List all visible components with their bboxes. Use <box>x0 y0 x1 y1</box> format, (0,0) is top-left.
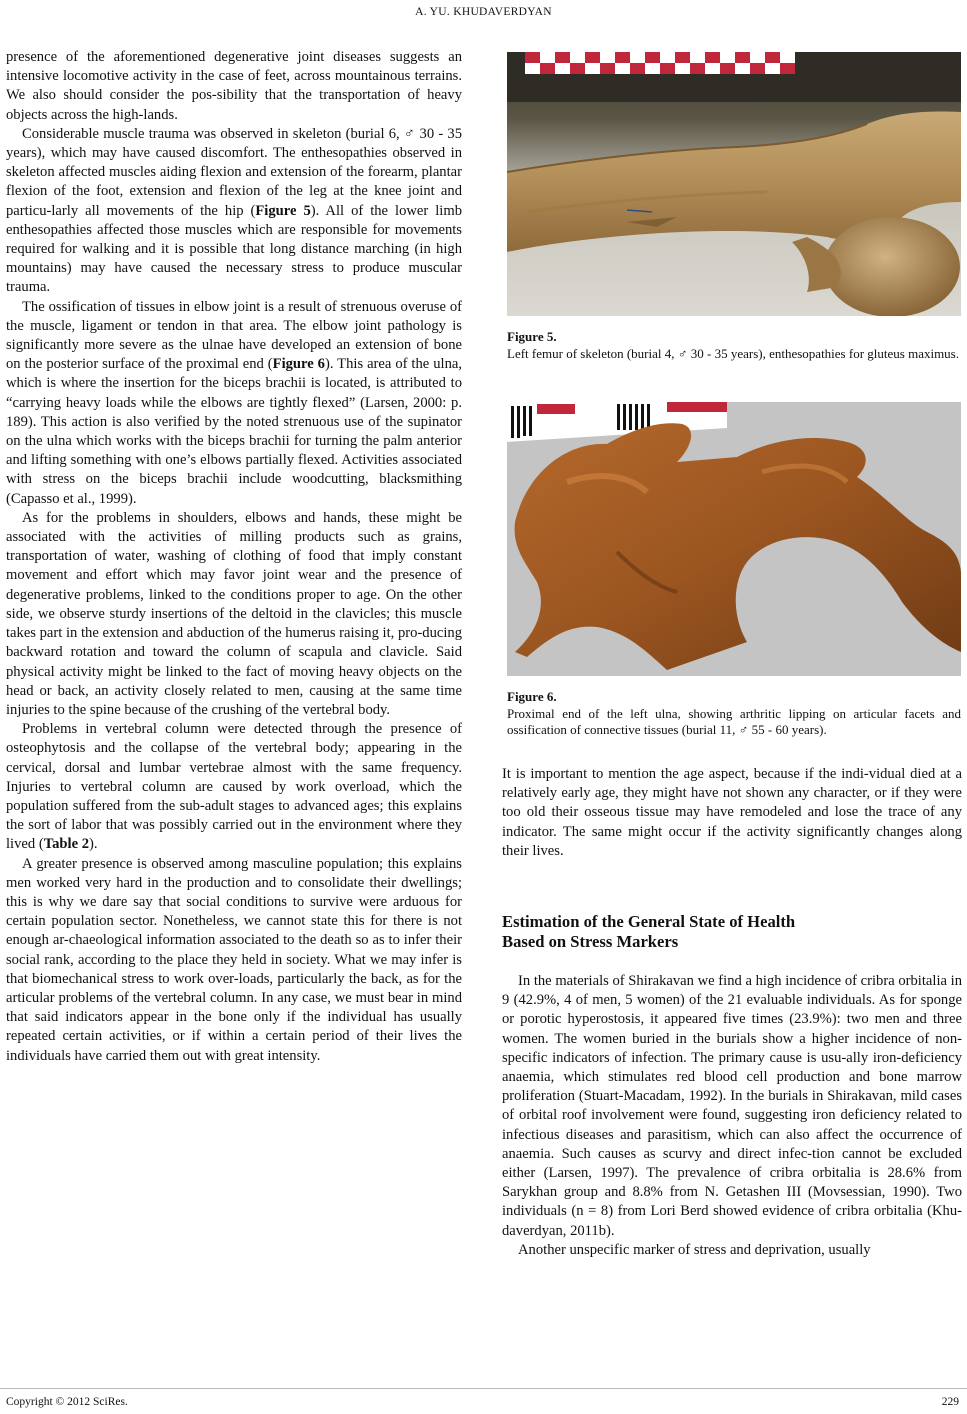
paragraph: Problems in vertebral column were detected through the presence of osteophytosis and the collapse of the vertebral body; appearing in the cervical, dorsal and lumbar vertebrae almost with the same frequency. Injuries to vertebral column are caused by work overload, which the population suffered from the sub-adult stages to advanced ages; this explains the sort of labor that was possibly carried out in the environment where they lived (Table 2). <box>6 721 462 853</box>
paragraph: presence of the aforementioned degenerative joint diseases suggests an intensive locomotive activity in the case of feet, across mountainous terrains. We also should consider the pos-sibility that the transportation of heavy objects across the high-lands. <box>6 49 462 123</box>
figure-6-caption <box>507 689 961 739</box>
copyright: Copyright © 2012 SciRes. <box>6 1396 128 1408</box>
running-head: A. YU. KHUDAVERDYAN <box>415 6 552 18</box>
paragraph: In the materials of Shirakavan we find a high incidence of cribra orbitalia in 9 (42.9%, 4 of men, 5 women) of the 21 evaluable individuals. As for sponge or porotic hyperostosis, it appeared five times (23.9%): two men and three women. The women buried in the burials show a higher incidence of non-specific indicators of infection. The primary cause is usu-ally iron-deficiency anaemia, which stimulates red blood cell production and bone marrow proliferation (Stuart-Macadam, 1992). In the burials in Shirakavan, mild cases of orbital roof involvement were found, suggesting iron deficiency related to infectious diseases and parasitism, which can also affect the occurrence of anaemia. Such causes as scurvy and direct infec-tion cannot be excluded either (Larsen, 1997). The prevalence of cribra orbitalia is 28.6% from Sarykhan group and 8.8% from N. Getashen III (Movsessian, 1990). Two individuals (n = 8) from Lori Berd showed evidence of cribra orbitalia (Khu-daverdyan, 2011b). <box>502 973 962 1239</box>
paragraph: The ossification of tissues in elbow joint is a result of strenuous overuse of the muscle, ligament or tendon in that area. The elbow joint pathology is significantly more severe as the ulnae have developed an extension of bone on the posterior surface of the proximal end (Figure 6). This area of the ulna, which is where the insertion for the biceps brachii is located, is attributed to “carrying heavy loads while the elbows are tightly flexed” (Larsen, 2000: p. 189). This action is also verified by the noted strenuous use of the supinator on the ulna which works with the biceps brachii for turning the palm anterior and lifting something with one’s elbows partially flexed. Activities associated with stress on the biceps brachii include woodcutting, blacksmithing (Capasso et al., 1999). <box>6 298 462 507</box>
figure-ref[interactable]: Figure 5 <box>255 202 311 219</box>
paragraph: It is important to mention the age aspect, because if the indi-vidual died at a relatively early age, they might have not shown any character, or if they were too old their osseous tissue may have remodeled and lose the trace of any indicator. The same might occur if the activity significantly changes along their lives. <box>502 766 962 859</box>
figure-5-caption <box>507 329 961 362</box>
page-number: 229 <box>941 1396 959 1408</box>
left-column <box>6 48 462 1066</box>
paragraph: Another unspecific marker of stress and deprivation, usually <box>518 1241 871 1258</box>
table-ref[interactable]: Table 2 <box>43 836 89 853</box>
figure-6-image <box>507 402 961 676</box>
section-heading: Estimation of the General State of Health Based on Stress Markers <box>502 912 796 951</box>
figure-5-label: Figure 5. <box>507 329 557 344</box>
scale-bar <box>525 52 795 74</box>
figure-5-text: Left femur of skeleton (burial 4, ♂ 30 - 35 years), enthesopathies for gluteus maximus. <box>507 345 959 361</box>
right-column-upper <box>502 765 962 861</box>
paragraph: A greater presence is observed among masculine population; this explains men worked very hard in the production and to consolidate their dwellings; this is why we dare say that social conditions to survive were arduous for certain population sector. Nonetheless, we cannot state this for there is not enough ar-chaeological information associated to the death so as to infer their social rank, according to the place they held in society. What we may infer is that biomechanical stress to work over-loads, particularly the back, as for the articular problems of the vertebral column. In any case, we must bear in mind that said indicators appear in the bone only if the individual has usually repeated certain activities, or if within a certain period of their lives the individuals have carried them out with great intensity. <box>6 855 462 1064</box>
figure-6-label: Figure 6. <box>507 689 557 704</box>
figure-ref[interactable]: Figure 6 <box>272 356 325 373</box>
paragraph: As for the problems in shoulders, elbows and hands, these might be associated with the activities of milling products such as grains, transportation of water, washing of clothing of food that imply constant movement and effort which may favor joint wear and the presence of degenerative problems, linked to the conditions proper to age. On the other side, we observe sturdy insertions of the deltoid in the clavicles; this muscle takes part in the extension and abduction of the humerus raising it, pro-ducing backward rotation and toward the column of scapula and clavicle. Said physical activity might be linked to the fact of moving heavy objects on the head or back, an activity closely related to men, causing at the same time injuries to the spine because of the crushing of the vertebral body. <box>6 509 462 718</box>
figure-6-text: Proximal end of the left ulna, showing arthritic lipping on articular facets and ossification of connective tissues (burial 11, ♂ 55 - 60 years). <box>507 705 961 737</box>
paragraph: Considerable muscle trauma was observed in skeleton (burial 6, ♂ 30 - 35 years), which may have caused discomfort. The enthesopathies observed in skeleton affected muscles aiding flexion and extension of the forearm, plantar flexion of the foot, extension and flexion of the leg at the knee joint and particu-larly all movements of the hip (Figure 5). All of the lower limb enthesopathies affected those muscles which are responsible for movements required for walking and it is possible that long distance marching (in high mountains) may have caused the necessary stress to produce muscular trauma. <box>6 125 462 296</box>
footer-rule <box>0 1388 967 1389</box>
figure-5-image <box>507 52 961 316</box>
right-column-lower <box>502 972 962 1260</box>
